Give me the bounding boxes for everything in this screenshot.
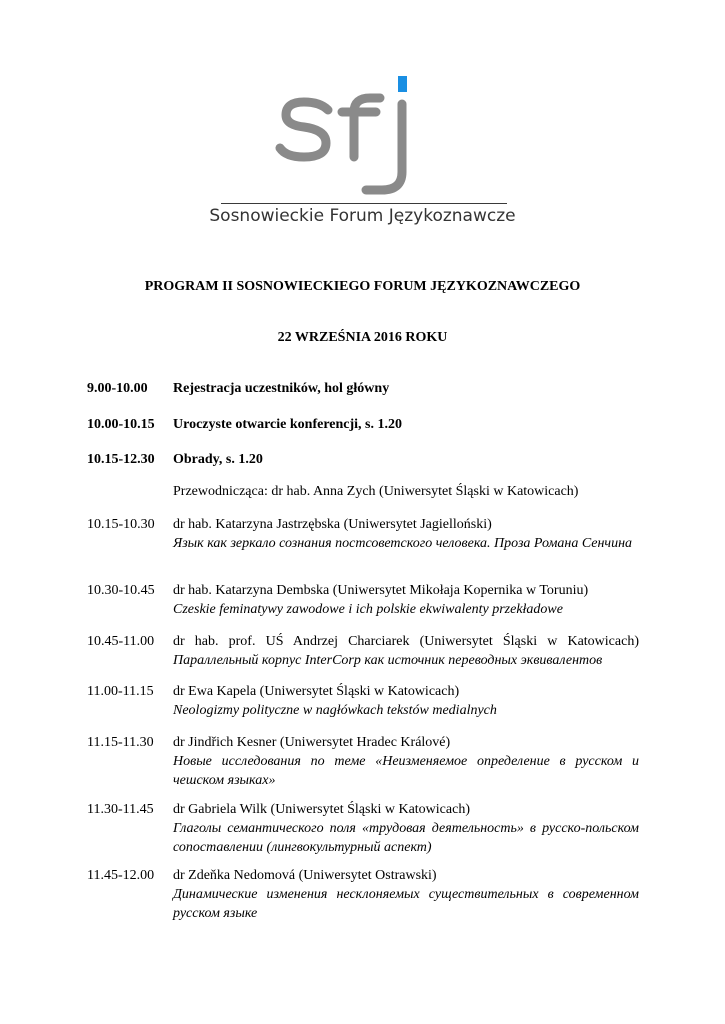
talk-speaker: dr hab. Katarzyna Dembska (Uniwersytet Mikołaja Kopernika w Toruniu) (173, 583, 589, 598)
talk-speaker: dr Gabriela Wilk (Uniwersytet Śląski w Katowicach) (173, 802, 470, 817)
talk-speaker: dr Ewa Kapela (Uniwersytet Śląski w Katowicach) (173, 684, 460, 699)
talk-time: 11.15-11.30 (87, 735, 154, 750)
chair-text: Przewodnicząca: dr hab. Anna Zych (Uniwersytet Śląski w Katowicach) (173, 484, 579, 499)
logo-letter-f (342, 98, 380, 157)
schedule-time: 9.00-10.00 (87, 381, 148, 396)
talk-title: Параллельный корпус InterCorp как источник переводных эквивалентов (173, 653, 603, 668)
talk-speaker: dr hab. prof. UŚ Andrzej Charciarek (Uniwersytet Śląski w Katowicach) (173, 634, 639, 649)
logo-letter-s (280, 102, 328, 157)
logo-accent-square (398, 76, 407, 92)
logo-caption: Sosnowieckie Forum Językoznawcze (209, 206, 516, 226)
sfj-logo-mark (270, 70, 420, 202)
schedule-text: Obrady, s. 1.20 (173, 452, 263, 467)
talk-title: Neologizmy polityczne w nagłówkach tekstów medialnych (173, 703, 497, 718)
schedule-time: 10.00-10.15 (87, 417, 155, 432)
talk-time: 11.00-11.15 (87, 684, 154, 699)
schedule-time: 10.15-12.30 (87, 452, 155, 467)
talk-time: 11.30-11.45 (87, 802, 154, 817)
page-title: PROGRAM II SOSNOWIECKIEGO FORUM JĘZYKOZNAWCZEGO (144, 279, 581, 294)
talk-title: Новые исследования по теме «Неизменяемое определение в русском и чешском языках» (173, 754, 639, 788)
talk-title: Глаголы семантического поля «трудовая деятельность» в русско-польском сопоставлении (лингвокультурный аспект) (173, 821, 639, 855)
talk-speaker: dr hab. Katarzyna Jastrzębska (Uniwersytet Jagielloński) (173, 517, 492, 532)
talk-time: 10.15-10.30 (87, 517, 155, 532)
talk-speaker: dr Zdeňka Nedomová (Uniwersytet Ostrawski) (173, 868, 437, 883)
talk-title: Czeskie feminatywy zawodowe i ich polskie ekwiwalenty przekładowe (173, 602, 563, 617)
talk-title: Динамические изменения несклоняемых существительных в современном русском языке (173, 887, 639, 921)
talk-speaker: dr Jindřich Kesner (Uniwersytet Hradec Králové) (173, 735, 451, 750)
schedule-text: Uroczyste otwarcie konferencji, s. 1.20 (173, 417, 402, 432)
logo (0, 70, 725, 240)
talk-time: 10.45-11.00 (87, 634, 155, 649)
talk-time: 11.45-12.00 (87, 868, 155, 883)
schedule-text: Rejestracja uczestników, hol główny (173, 381, 390, 396)
talk-time: 10.30-10.45 (87, 583, 155, 598)
logo-divider (221, 203, 507, 204)
logo-letter-j (366, 104, 402, 190)
talk-title: Язык как зеркало сознания постсоветского человека. Проза Романа Сенчина (173, 536, 633, 551)
page-date: 22 WRZEŚNIA 2016 ROKU (277, 330, 448, 345)
